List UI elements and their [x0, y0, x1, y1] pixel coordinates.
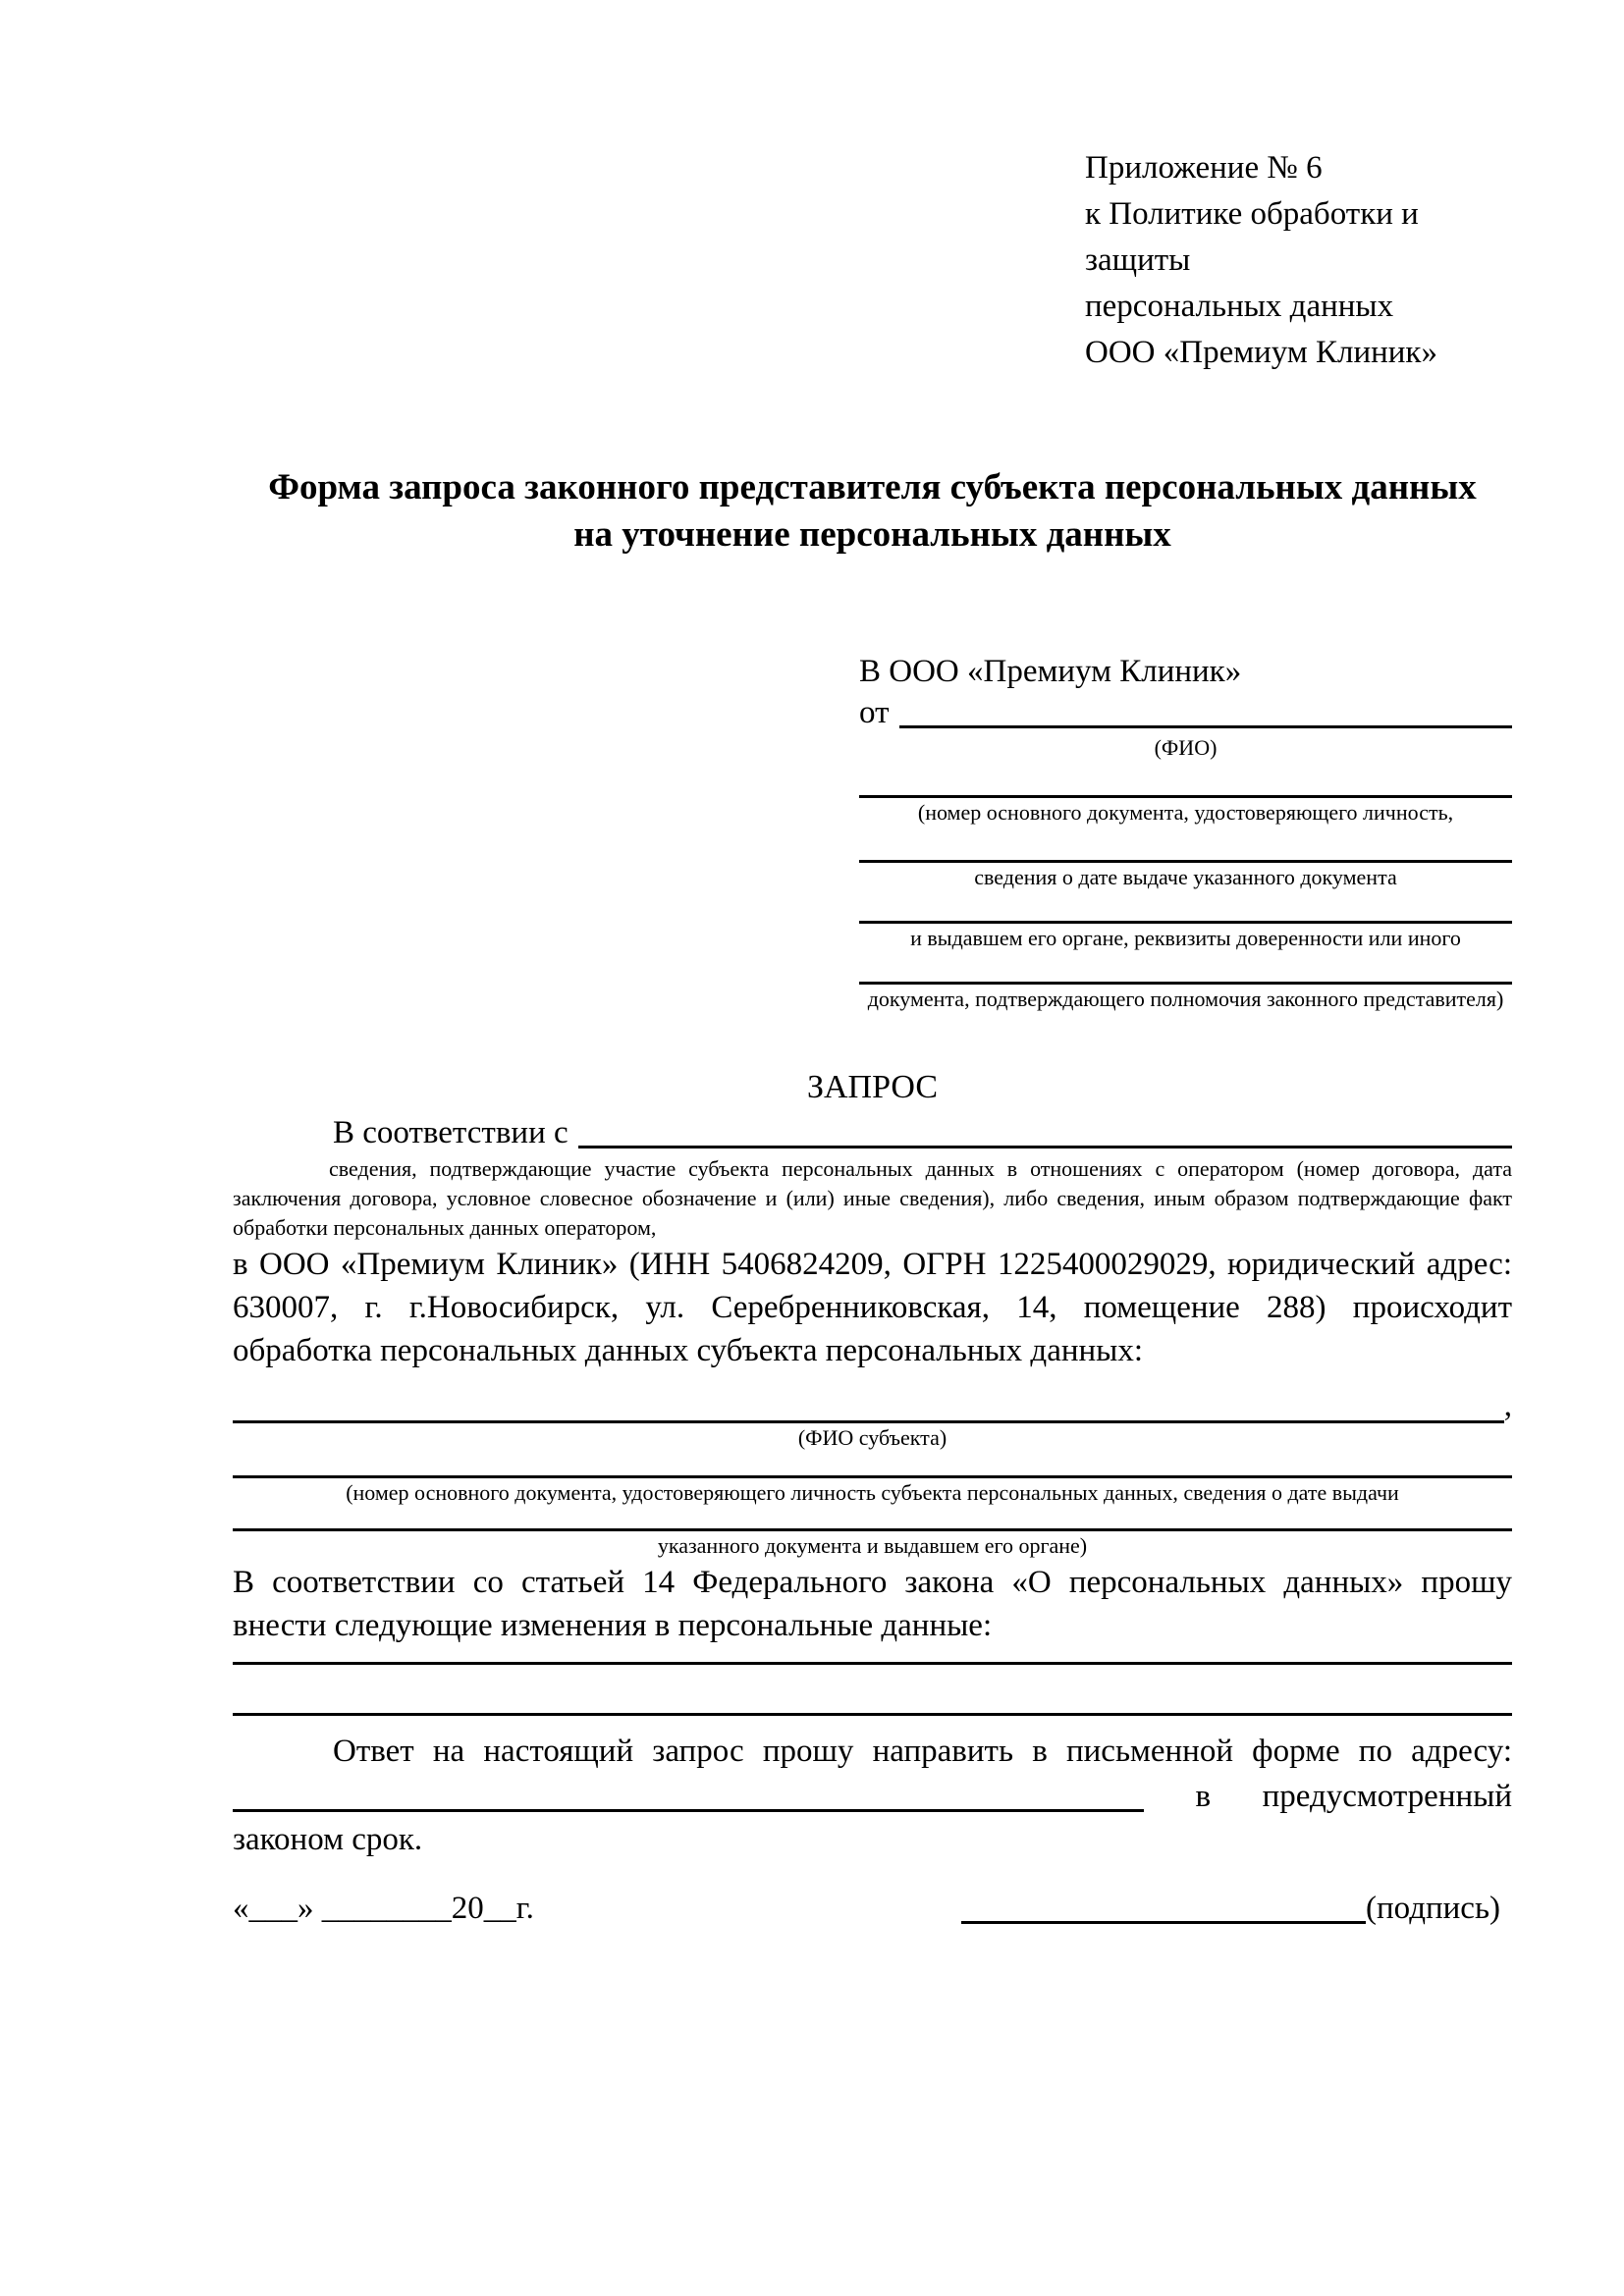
subject-issuer-caption: указанного документа и выдавшем его органе): [657, 1533, 1088, 1558]
date-field: «___» ________20__г.: [233, 1891, 534, 1926]
trailing-comma: ,: [1503, 1388, 1512, 1423]
subject-fio-write-line: [233, 1388, 1504, 1423]
signature-field: [961, 1887, 1500, 1930]
address-write-line: [233, 1809, 1144, 1812]
appendix-line: ООО «Премиум Клиник»: [1085, 335, 1437, 370]
request-heading: ЗАПРОС: [806, 1069, 939, 1105]
from-label: от: [859, 695, 890, 730]
document-title: [233, 464, 1512, 559]
operator-line: 630007, г. г.Новосибирск, ул. Серебренниковская, 14, помещение 288) происходит: [233, 1290, 1512, 1325]
accordance-write-line: [578, 1111, 1512, 1148]
addressee-organization: В ООО «Премиум Клиник»: [859, 654, 1242, 689]
operator-paragraph: [233, 1243, 1512, 1372]
accordance-field: [233, 1111, 1512, 1154]
from-field: [859, 692, 1512, 733]
document-number-write-line: [859, 763, 1512, 798]
operator-line: обработка персональных данных субъекта персональных данных:: [233, 1333, 1143, 1368]
spacer: [233, 1716, 1512, 1730]
changes-write-line: [233, 1665, 1512, 1716]
changes-write-line: [233, 1647, 1512, 1665]
subject-document-caption: (номер основного документа, удостоверяющего личность субъекта персональных данных, сведения о дате выдачи: [346, 1480, 1399, 1505]
appendix-line: Приложение № 6: [1085, 150, 1323, 186]
note-line: сведения, подтверждающие участие субъекта персональных данных в отношениях с оператором (номер договора, дата: [329, 1156, 1512, 1181]
document-number-caption: (номер основного документа, удостоверяющего личность,: [917, 800, 1454, 825]
footer-row: [233, 1887, 1512, 1930]
subject-fio-caption: (ФИО субъекта): [797, 1425, 947, 1450]
signature-write-line: [961, 1921, 1366, 1924]
law-paragraph: [233, 1561, 1512, 1647]
note-line: заключения договора, условное словесное обозначение и (или) иные сведения), либо сведения, иным образом подтверждающие факт: [233, 1186, 1512, 1210]
authority-document-write-line: [859, 953, 1512, 985]
reply-word: предусмотренный: [1262, 1779, 1512, 1814]
title-line: на уточнение персональных данных: [573, 514, 1171, 555]
issuing-authority-caption: и выдавшем его органе, реквизиты доверенности или иного: [910, 926, 1461, 950]
operator-line: в ООО «Премиум Клиник» (ИНН 5406824209, ОГРН 1225400029029, юридический адрес:: [233, 1247, 1512, 1282]
addressee-block: [859, 651, 1512, 1014]
accordance-note: [233, 1154, 1512, 1243]
spacer: [233, 1372, 1512, 1388]
reply-line: Ответ на настоящий запрос прошу направить в письменной форме по адресу:: [333, 1734, 1512, 1769]
issue-date-caption: сведения о дате выдаче указанного документа: [974, 865, 1397, 889]
reply-word: в: [1195, 1779, 1212, 1814]
reply-address-field: [233, 1775, 1512, 1818]
title-line: Форма запроса законного представителя субъекта персональных данных: [268, 467, 1477, 507]
appendix-line: к Политике обработки и защиты: [1085, 196, 1419, 278]
subject-issuer-write-line: [233, 1508, 1512, 1531]
issue-date-write-line: [859, 828, 1512, 863]
appendix-line: персональных данных: [1085, 289, 1394, 324]
from-write-line: [899, 692, 1513, 728]
reply-line: законом срок.: [233, 1822, 423, 1857]
note-line: обработки персональных данных оператором,: [233, 1215, 657, 1240]
subject-fio-field: [233, 1388, 1512, 1423]
law-line: В соответствии со статьей 14 Федерального закона «О персональных данных» прошу: [233, 1565, 1512, 1600]
subject-document-write-line: [233, 1453, 1512, 1478]
issuing-authority-write-line: [859, 892, 1512, 924]
authority-document-caption: документа, подтверждающего полномочия законного представителя): [867, 987, 1504, 1011]
law-line: внести следующие изменения в персональные данные:: [233, 1608, 993, 1643]
fio-caption: (ФИО): [1154, 735, 1218, 760]
accordance-lead: В соответствии с: [333, 1115, 568, 1150]
signature-caption: (подпись): [1366, 1891, 1500, 1926]
appendix-note: [1085, 145, 1512, 376]
